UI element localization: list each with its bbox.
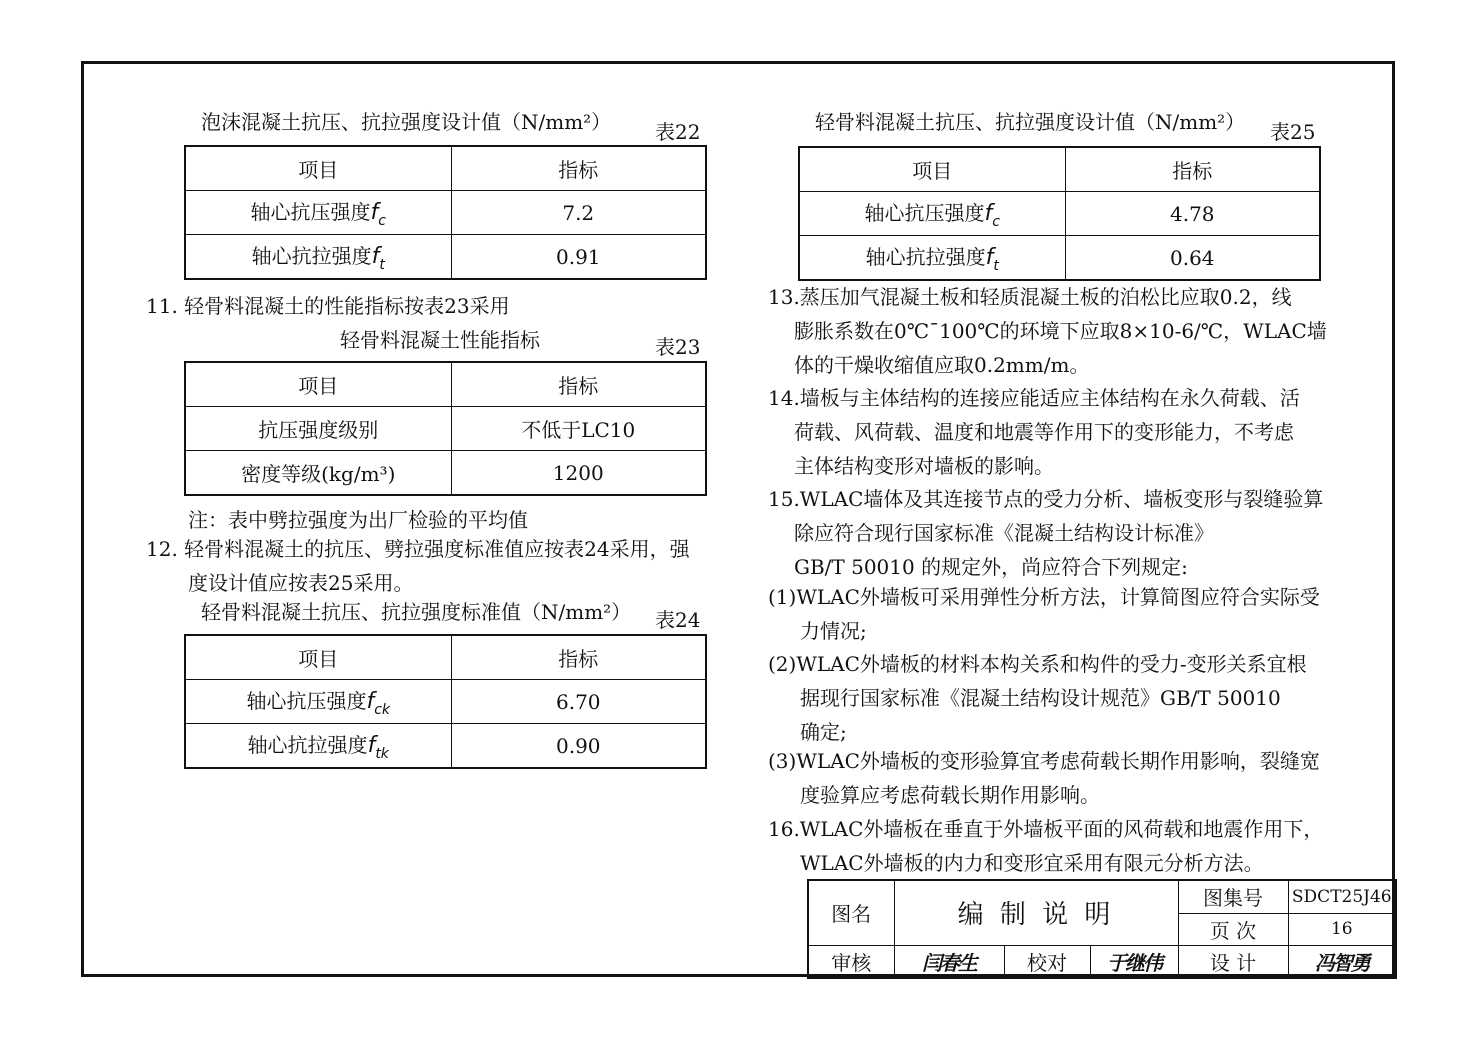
header-index: 指标: [451, 362, 706, 407]
item-14-line: 荷载、风荷载、温度和地震等作用下的变形能力，不考虑: [794, 420, 1294, 444]
item-12-line: 度设计值应按表25采用。: [188, 571, 414, 595]
item-14: [768, 381, 1300, 483]
table24: [184, 634, 707, 769]
item-14-line: 14.墙板与主体结构的连接应能适应主体结构在永久荷载、活: [768, 386, 1300, 410]
review-signature: 闫春生: [894, 945, 1004, 978]
design-label: 设 计: [1178, 945, 1288, 978]
row-value: 0.90: [451, 724, 706, 769]
row-value: 不低于LC10: [451, 407, 706, 451]
design-signature: 冯智勇: [1288, 945, 1396, 978]
item-13: [768, 280, 1327, 382]
drawing-title: 编 制 说 明: [894, 880, 1178, 945]
row-label: 轴心抗拉强度$f_t$: [185, 235, 451, 280]
item-15-line: GB/T 50010 的规定外，尚应符合下列规定:: [794, 555, 1188, 579]
page-label: 页 次: [1178, 913, 1288, 945]
item-16-line: 16.WLAC外墙板在垂直于外墙板平面的风荷载和地震作用下，: [768, 817, 1324, 841]
header-item: 项目: [185, 362, 451, 407]
header-item: 项目: [185, 635, 451, 680]
item-15-2-line: 据现行国家标准《混凝土结构设计规范》GB/T 50010: [800, 686, 1281, 710]
table25-number: 表25: [1270, 120, 1316, 144]
check-label: 校对: [1004, 945, 1090, 978]
header-item: 项目: [799, 147, 1065, 192]
table-row: [799, 192, 1320, 236]
table22-number: 表22: [655, 120, 701, 144]
item-15-3-line: (3)WLAC外墙板的变形验算宜考虑荷载长期作用影响，裂缝宽: [768, 749, 1320, 773]
check-signature: 于继伟: [1090, 945, 1178, 978]
row-label: 轴心抗拉强度$f_{tk}$: [185, 724, 451, 769]
table-row: [185, 680, 706, 724]
table-row: [185, 451, 706, 496]
row-value: 1200: [451, 451, 706, 496]
table23-number: 表23: [655, 335, 701, 359]
table-row: [799, 236, 1320, 281]
item-13-line: 体的干燥收缩值应取0.2mm/m。: [794, 353, 1090, 377]
header-item: 项目: [185, 146, 451, 191]
table23: [184, 361, 707, 496]
atlas-number: SDCT25J46: [1288, 880, 1396, 913]
item-15: [768, 482, 1323, 584]
header-index: 指标: [1065, 147, 1320, 192]
item-15-3: [768, 744, 1320, 812]
item-16: [768, 812, 1323, 880]
table24-caption: 轻骨料混凝土抗压、抗拉强度标准值（N/mm²）: [201, 600, 632, 624]
table23-note: 注：表中劈拉强度为出厂检验的平均值: [188, 508, 528, 532]
row-label: 轴心抗压强度$f_c$: [185, 191, 451, 235]
table24-number: 表24: [655, 608, 701, 632]
item-14-line: 主体结构变形对墙板的影响。: [794, 454, 1054, 478]
table23-caption: 轻骨料混凝土性能指标: [340, 328, 540, 352]
table-row: [185, 724, 706, 769]
table-row: [185, 191, 706, 235]
table-row: [185, 235, 706, 280]
row-value: 6.70: [451, 680, 706, 724]
row-label: 轴心抗压强度$f_c$: [799, 192, 1065, 236]
row-label: 轴心抗拉强度$f_t$: [799, 236, 1065, 281]
table-row: [185, 407, 706, 451]
item-15-1-line: (1)WLAC外墙板可采用弹性分析方法，计算简图应符合实际受: [768, 585, 1320, 609]
row-value: 0.64: [1065, 236, 1320, 281]
table25-caption: 轻骨料混凝土抗压、抗拉强度设计值（N/mm²）: [815, 110, 1246, 134]
item-15-2-line: 确定;: [800, 720, 847, 744]
item-15-1: [768, 580, 1320, 648]
item-15-2: [768, 647, 1307, 749]
table22: [184, 145, 707, 280]
drawing-name-label: 图名: [808, 880, 894, 945]
row-value: 4.78: [1065, 192, 1320, 236]
table-header-row: [185, 146, 706, 191]
item-15-line: 15.WLAC墙体及其连接节点的受力分析、墙板变形与裂缝验算: [768, 487, 1324, 511]
row-label: 轴心抗压强度$f_{ck}$: [185, 680, 451, 724]
page-number: 16: [1288, 913, 1396, 945]
item-15-2-line: (2)WLAC外墙板的材料本构关系和构件的受力-变形关系宜根: [768, 652, 1307, 676]
row-label: 抗压强度级别: [185, 407, 451, 451]
item-16-line: WLAC外墙板的内力和变形宜采用有限元分析方法。: [800, 851, 1264, 875]
item-13-line: 膨胀系数在0℃¯100℃的环境下应取8×10-6/℃，WLAC墙: [794, 319, 1327, 343]
table22-caption: 泡沫混凝土抗压、抗拉强度设计值（N/mm²）: [201, 110, 612, 134]
table-header-row: [185, 362, 706, 407]
item-12: [146, 532, 690, 600]
table25: [798, 146, 1321, 281]
atlas-number-label: 图集号: [1178, 880, 1288, 913]
item-15-line: 除应符合现行国家标准《混凝土结构设计标准》: [794, 521, 1214, 545]
item-12-line: 12. 轻骨料混凝土的抗压、劈拉强度标准值应按表24采用，强: [146, 537, 690, 561]
review-label: 审核: [808, 945, 894, 978]
row-value: 0.91: [451, 235, 706, 280]
item-13-line: 13.蒸压加气混凝土板和轻质混凝土板的泊松比应取0.2，线: [768, 285, 1292, 309]
row-value: 7.2: [451, 191, 706, 235]
header-index: 指标: [451, 146, 706, 191]
item-15-3-line: 度验算应考虑荷载长期作用影响。: [800, 783, 1100, 807]
row-label: 密度等级(kg/m³): [185, 451, 451, 496]
table-header-row: [799, 147, 1320, 192]
title-block: [807, 879, 1397, 979]
item-15-1-line: 力情况;: [800, 619, 867, 643]
item-11: 11. 轻骨料混凝土的性能指标按表23采用: [146, 294, 510, 318]
header-index: 指标: [451, 635, 706, 680]
table-header-row: [185, 635, 706, 680]
